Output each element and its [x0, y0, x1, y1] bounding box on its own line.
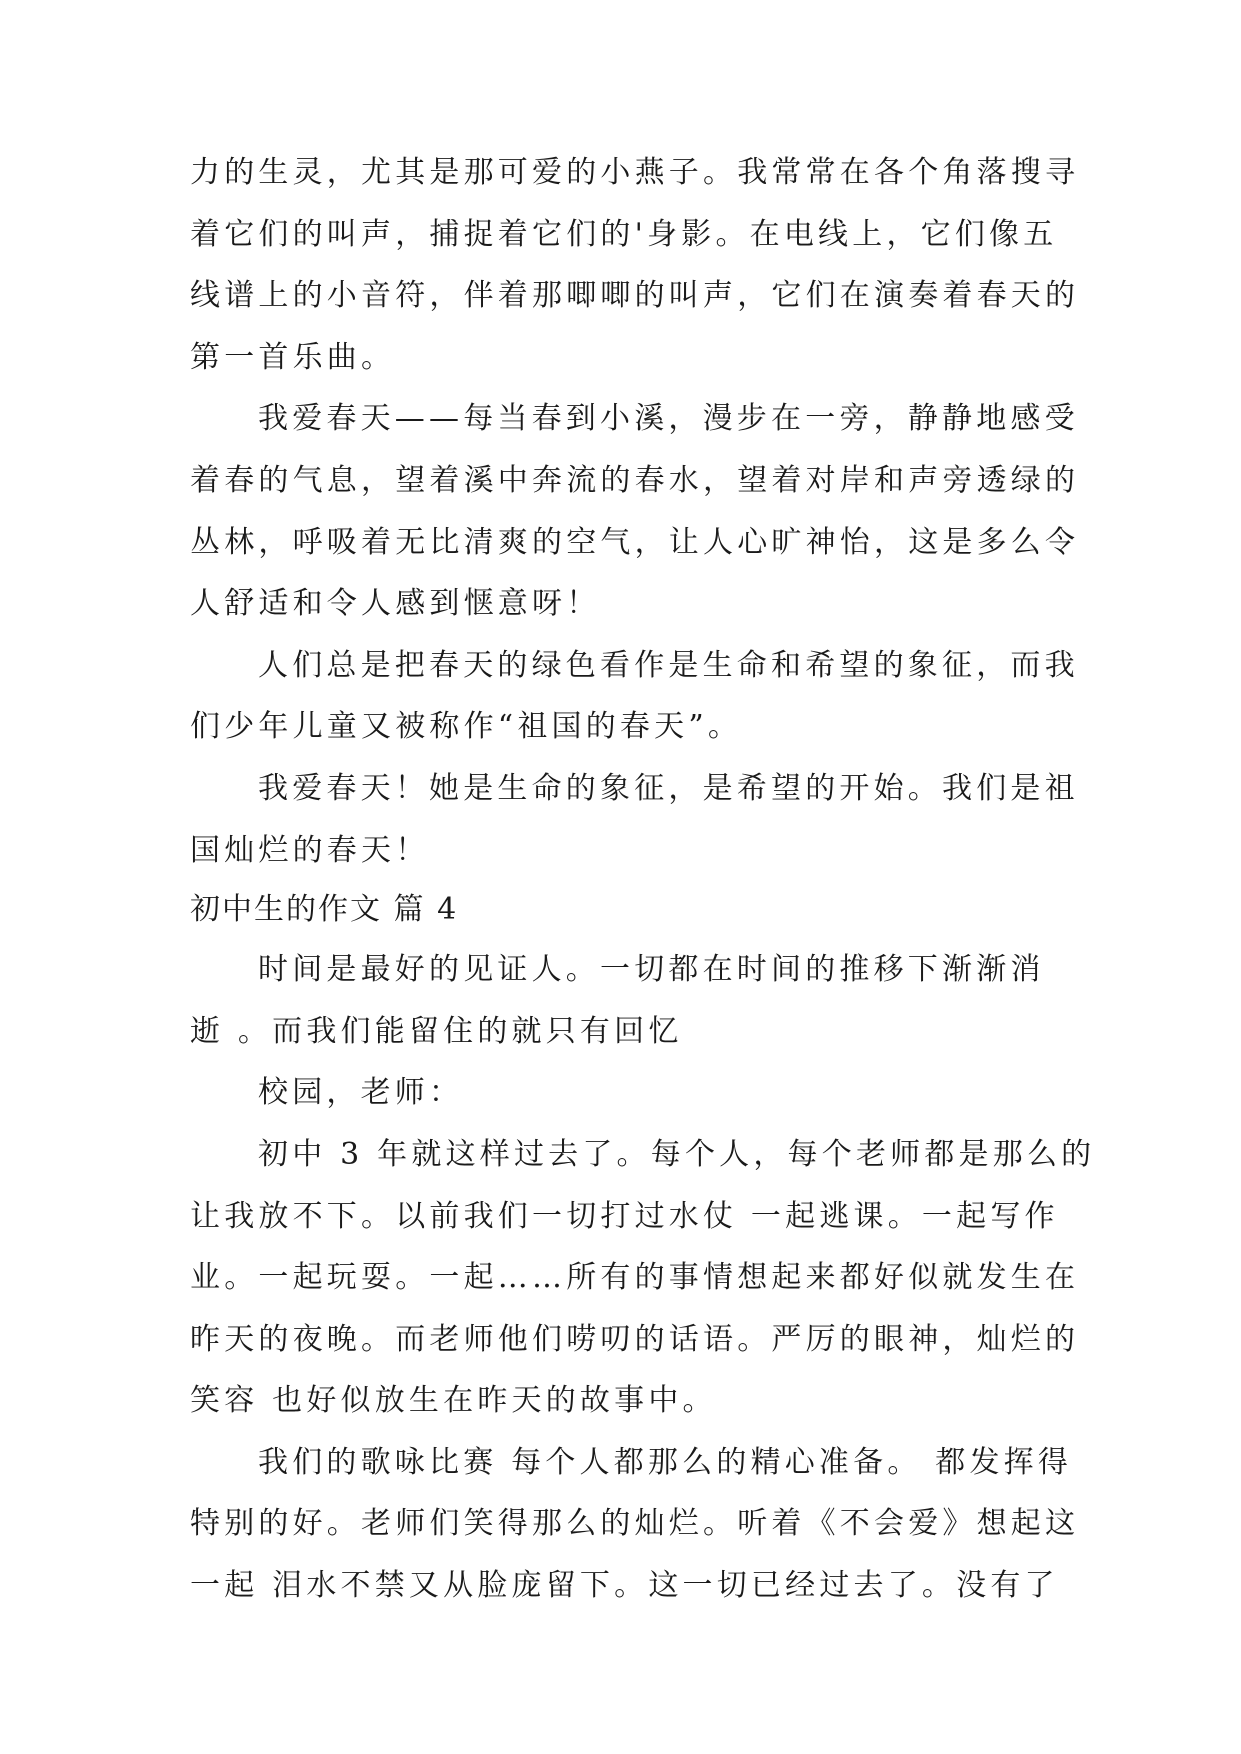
text-line: 让我放不下。以前我们一切打过水仗 一起逃课。一起写作	[190, 1198, 1059, 1234]
text-line: 着它们的叫声，捕捉着它们的'身影。在电线上，它们像五	[190, 216, 1058, 252]
text-line: 国灿烂的春天！	[190, 832, 430, 868]
text-line: 校园，老师：	[258, 1075, 464, 1111]
document-body	[190, 142, 1096, 1617]
text-line: 第一首乐曲。	[190, 339, 396, 375]
paragraph	[190, 142, 1080, 388]
text-line: 我爱春天——每当春到小溪，漫步在一旁，静静地感受	[258, 401, 1079, 437]
text-line: 人们总是把春天的绿色看作是生命和希望的象征，而我	[258, 647, 1079, 683]
paragraph	[190, 1432, 1080, 1617]
section-heading: 初中生的作文 篇 4	[190, 892, 459, 928]
text-line: 力的生灵，尤其是那可爱的小燕子。我常常在各个角落搜寻	[190, 155, 1080, 190]
text-line: 人舒适和令人感到惬意呀！	[190, 586, 601, 622]
text-line: 逝 。而我们能留住的就只有回忆	[190, 1013, 683, 1049]
text-line: 着春的气息，望着溪中奔流的春水，望着对岸和声旁透绿的	[190, 462, 1080, 498]
text-line: 丛林，呼吸着无比清爽的空气，让人心旷神怡，这是多么令	[190, 524, 1080, 560]
text-line: 昨天的夜晚。而老师他们唠叨的话语。严厉的眼神，灿烂的	[190, 1321, 1080, 1357]
text-line: 笑容 也好似放生在昨天的故事中。	[190, 1383, 717, 1419]
text-line: 特别的好。老师们笑得那么的灿烂。听着《不会爱》想起这	[190, 1506, 1080, 1542]
text-line: 我们的歌咏比赛 每个人都那么的精心准备。 都发挥得	[258, 1444, 1073, 1480]
paragraph	[190, 388, 1080, 634]
text-line: 时间是最好的见证人。一切都在时间的推移下渐渐消	[258, 952, 1045, 988]
text-line: 们少年儿童又被称作“祖国的春天”。	[190, 709, 743, 745]
paragraph	[190, 635, 1079, 758]
text-line: 初中 3 年就这样过去了。每个人，每个老师都是那么的	[258, 1136, 1096, 1172]
paragraph	[190, 1124, 1096, 1432]
paragraph	[190, 1062, 1050, 1124]
paragraph	[190, 939, 1050, 1062]
text-line: 业。一起玩耍。一起……所有的事情想起来都好似就发生在	[190, 1260, 1080, 1296]
text-line: 一起 泪水不禁又从脸庞留下。这一切已经过去了。没有了	[190, 1568, 1059, 1604]
paragraph	[190, 758, 1079, 881]
text-line: 线谱上的小音符，伴着那唧唧的叫声，它们在演奏着春天的	[190, 278, 1080, 314]
text-line: 我爱春天！她是生命的象征，是希望的开始。我们是祖	[258, 770, 1079, 806]
